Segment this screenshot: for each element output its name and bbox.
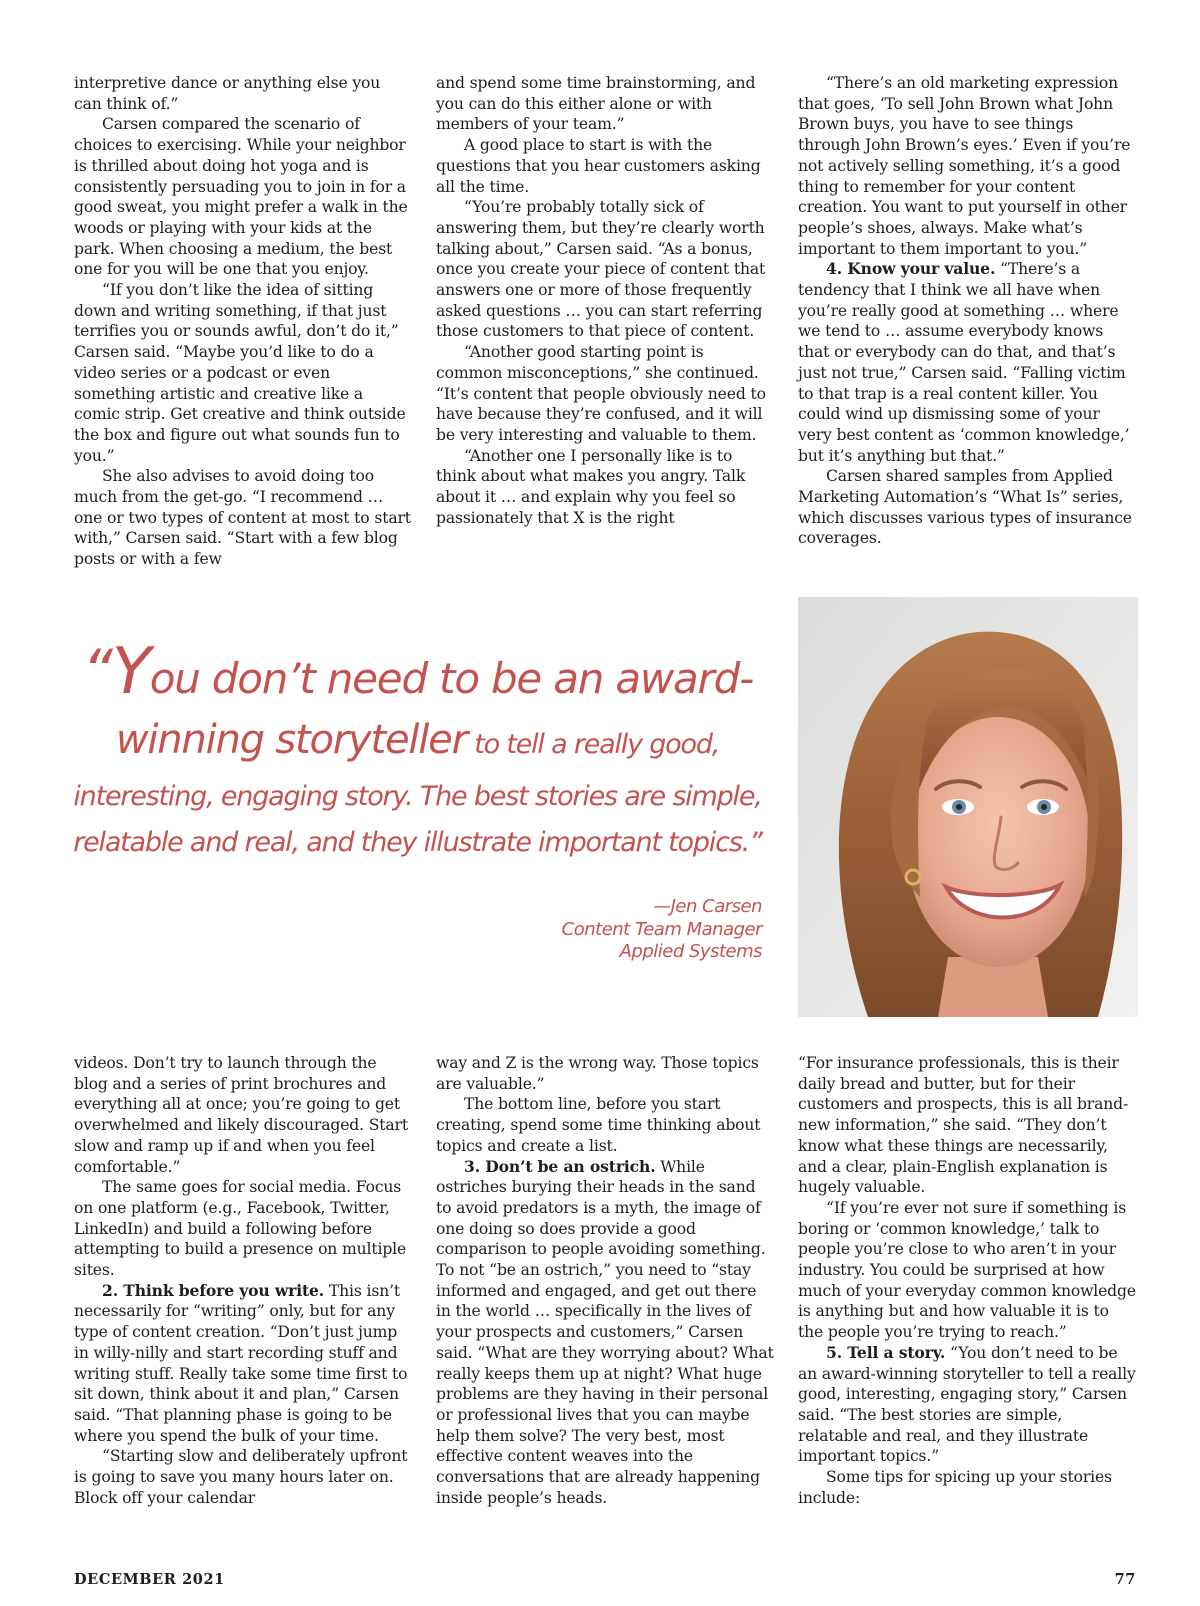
paragraph (798, 466, 1136, 549)
paragraph (74, 280, 412, 466)
paragraph-text: A good place to start is with the questions that you hear customers asking all the time. (436, 136, 761, 196)
paragraph-text: videos. Don’t try to launch through the blog and a series of print brochures and everything all at once; you’re going to get overwhelmed and likely discouraged. Start slow and ramp up if and when you feel comfortable.” (74, 1054, 408, 1176)
pull-quote-line-2-large: winning storyteller (115, 717, 467, 763)
paragraph (74, 466, 412, 570)
paragraph (798, 1198, 1136, 1343)
article-column-top-1 (74, 73, 412, 570)
pull-quote-line-3: interesting, engaging story. The best stories are simple, (73, 781, 762, 812)
paragraph-text: “If you’re ever not sure if something is boring or ‘common knowledge,’ talk to people you’re close to who aren’t in your industry. You could be surprised at how much of your everyday common knowledge is anything but and how valuable it is to the people you’re trying to reach.” (798, 1198, 1136, 1342)
pull-quote-open-mark: “ (81, 637, 112, 707)
section-heading: 5. Tell a story. (826, 1342, 946, 1362)
footer-page-number: 77 (1114, 1571, 1136, 1588)
paragraph (798, 259, 1136, 466)
paragraph-text: Carsen shared samples from Applied Marketing Automation’s “What Is” series, which discusses various types of insurance coverages. (798, 467, 1132, 548)
pull-quote-line-4: relatable and real, and they illustrate important topics.” (73, 827, 762, 858)
article-column-top-3 (798, 73, 1136, 549)
paragraph-text: “There’s an old marketing expression that goes, ‘To sell John Brown what John Brown buys, you have to see things through John Brown’s eyes.’ Even if you’re not actively selling something, it’s a good thing to remember for your content creation. You want to put yourself in other people’s shoes, always. Make what’s important to them important to you.” (798, 74, 1131, 258)
paragraph (436, 342, 774, 446)
paragraph-text: This isn’t necessarily for “writing” only, but for any type of content creation. “Don’t just jump in willy-nilly and start recording stuff and writing stuff. Really take some time first to sit down, think about it and plan,” Carsen said. “That planning phase is going to be where you spend the bulk of your time. (74, 1281, 408, 1445)
paragraph (74, 1281, 412, 1447)
paragraph (436, 1094, 774, 1156)
attribution-title: Content Team Manager (561, 918, 762, 940)
paragraph (798, 1053, 1136, 1198)
paragraph (74, 73, 412, 114)
section-heading: 3. Don’t be an ostrich. (464, 1156, 656, 1176)
footer-issue-date: DECEMBER 2021 (74, 1571, 225, 1588)
section-heading: 2. Think before you write. (102, 1280, 325, 1300)
paragraph (798, 1467, 1136, 1508)
paragraph-text: way and Z is the wrong way. Those topics are valuable.” (436, 1054, 759, 1093)
article-column-bottom-1 (74, 1053, 412, 1508)
paragraph (436, 135, 774, 197)
portrait-photo (798, 597, 1138, 1017)
pull-quote-line-2-small: to tell a really good, (466, 729, 720, 760)
paragraph (74, 114, 412, 280)
pull-quote-initial: Y (111, 635, 150, 709)
paragraph-text: and spend some time brainstorming, and you can do this either alone or with members of your team.” (436, 74, 756, 134)
paragraph-text: “You don’t need to be an award-winning storyteller to tell a really good, interesting, engaging story,” Carsen said. “The best stories are simple, relatable and real, and they illustrate important topics.” (798, 1343, 1136, 1466)
paragraph (436, 197, 774, 342)
paragraph-text: She also advises to avoid doing too much from the get-go. “I recommend … one or two types of content at most to start with,” Carsen said. “Start with a few blog posts or with a few (74, 467, 411, 569)
paragraph (74, 1446, 412, 1508)
paragraph-text: While ostriches burying their heads in the sand to avoid predators is a myth, the image of one doing so does provide a good comparison to people avoiding something. To not “be an ostrich,” you need to “stay informed and engaged, and get out there in the world … specifically in the lives of your prospects and customers,” Carsen said. “What are they worrying about? What really keeps them up at night? What huge problems are they having in their personal or professional lives that you can maybe help them solve? The very best, most effective content weaves into the conversations that are already happening inside people’s heads. (436, 1157, 774, 1507)
paragraph-text: “Another good starting point is common misconceptions,” she continued. “It’s content that people obviously need to have because they’re confused, and it will be very interesting and valuable to them. (436, 343, 766, 444)
paragraph-text: “Starting slow and deliberately upfront is going to save you many hours later on. Block off your calendar (74, 1447, 408, 1507)
paragraph-text: Carsen compared the scenario of choices to exercising. While your neighbor is thrilled about doing hot yoga and is consistently persuading you to join in for a good sweat, you might prefer a walk in the woods or playing with your kids at the park. When choosing a medium, the best one for you will be one that you enjoy. (74, 115, 408, 279)
paragraph (436, 446, 774, 529)
paragraph-text: “If you don’t like the idea of sitting down and writing something, if that just terrifies you or sounds awful, don’t do it,” Carsen said. “Maybe you’d like to do a video series or a podcast or even something artistic and creative like a comic strip. Get creative and think outside the box and figure out what sounds fun to you.” (74, 281, 406, 465)
section-heading: 4. Know your value. (826, 259, 996, 279)
paragraph-text: The same goes for social media. Focus on one platform (e.g., Facebook, Twitter, LinkedIn) and build a following before attempting to build a presence on multiple sites. (74, 1178, 407, 1280)
pull-quote (60, 635, 775, 866)
paragraph-text: interpretive dance or anything else you can think of.” (74, 74, 381, 113)
attribution-name: —Jen Carsen (653, 896, 762, 917)
paragraph (436, 1157, 774, 1509)
article-column-bottom-3 (798, 1053, 1136, 1508)
paragraph-text: “There’s a tendency that I think we all have when you’re really good at something … where we tend to … assume everybody knows that or everybody can do that, and that’s just not true,” Carsen said. “Falling victim to that trap is a real content killer. You could wind up dismissing some of your very best content as ‘common knowledge,’ but it’s anything but that.” (798, 260, 1130, 465)
portrait-photo-icon (798, 597, 1138, 1017)
paragraph (74, 1053, 412, 1177)
paragraph-text: “You’re probably totally sick of answering them, but they’re clearly worth talking about,” Carsen said. “As a bonus, once you create your piece of content that answers one or more of those frequently asked questions … you can start referring those customers to that piece of content. (436, 198, 766, 341)
paragraph (436, 1053, 774, 1094)
paragraph-text: “For insurance professionals, this is their daily bread and butter, but for their customers and prospects, this is all brand-new information,” she said. “They don’t know what these things are necessarily, and a clear, plain-English explanation is hugely valuable. (798, 1054, 1129, 1197)
paragraph-text: Some tips for spicing up your stories include: (798, 1468, 1112, 1507)
pull-quote-attribution (562, 896, 762, 964)
paragraph-text: The bottom line, before you start creating, spend some time thinking about topics and create a list. (436, 1095, 761, 1155)
paragraph (798, 73, 1136, 259)
paragraph (74, 1177, 412, 1281)
article-column-bottom-2 (436, 1053, 774, 1508)
paragraph (436, 73, 774, 135)
pull-quote-line-1: ou don’t need to be an award- (149, 654, 754, 703)
paragraph (798, 1343, 1136, 1467)
article-column-top-2 (436, 73, 774, 528)
attribution-company: Applied Systems (619, 941, 762, 962)
paragraph-text: “Another one I personally like is to think about what makes you angry. Talk about it … and explain why you feel so passionately that X is the right (436, 446, 746, 527)
